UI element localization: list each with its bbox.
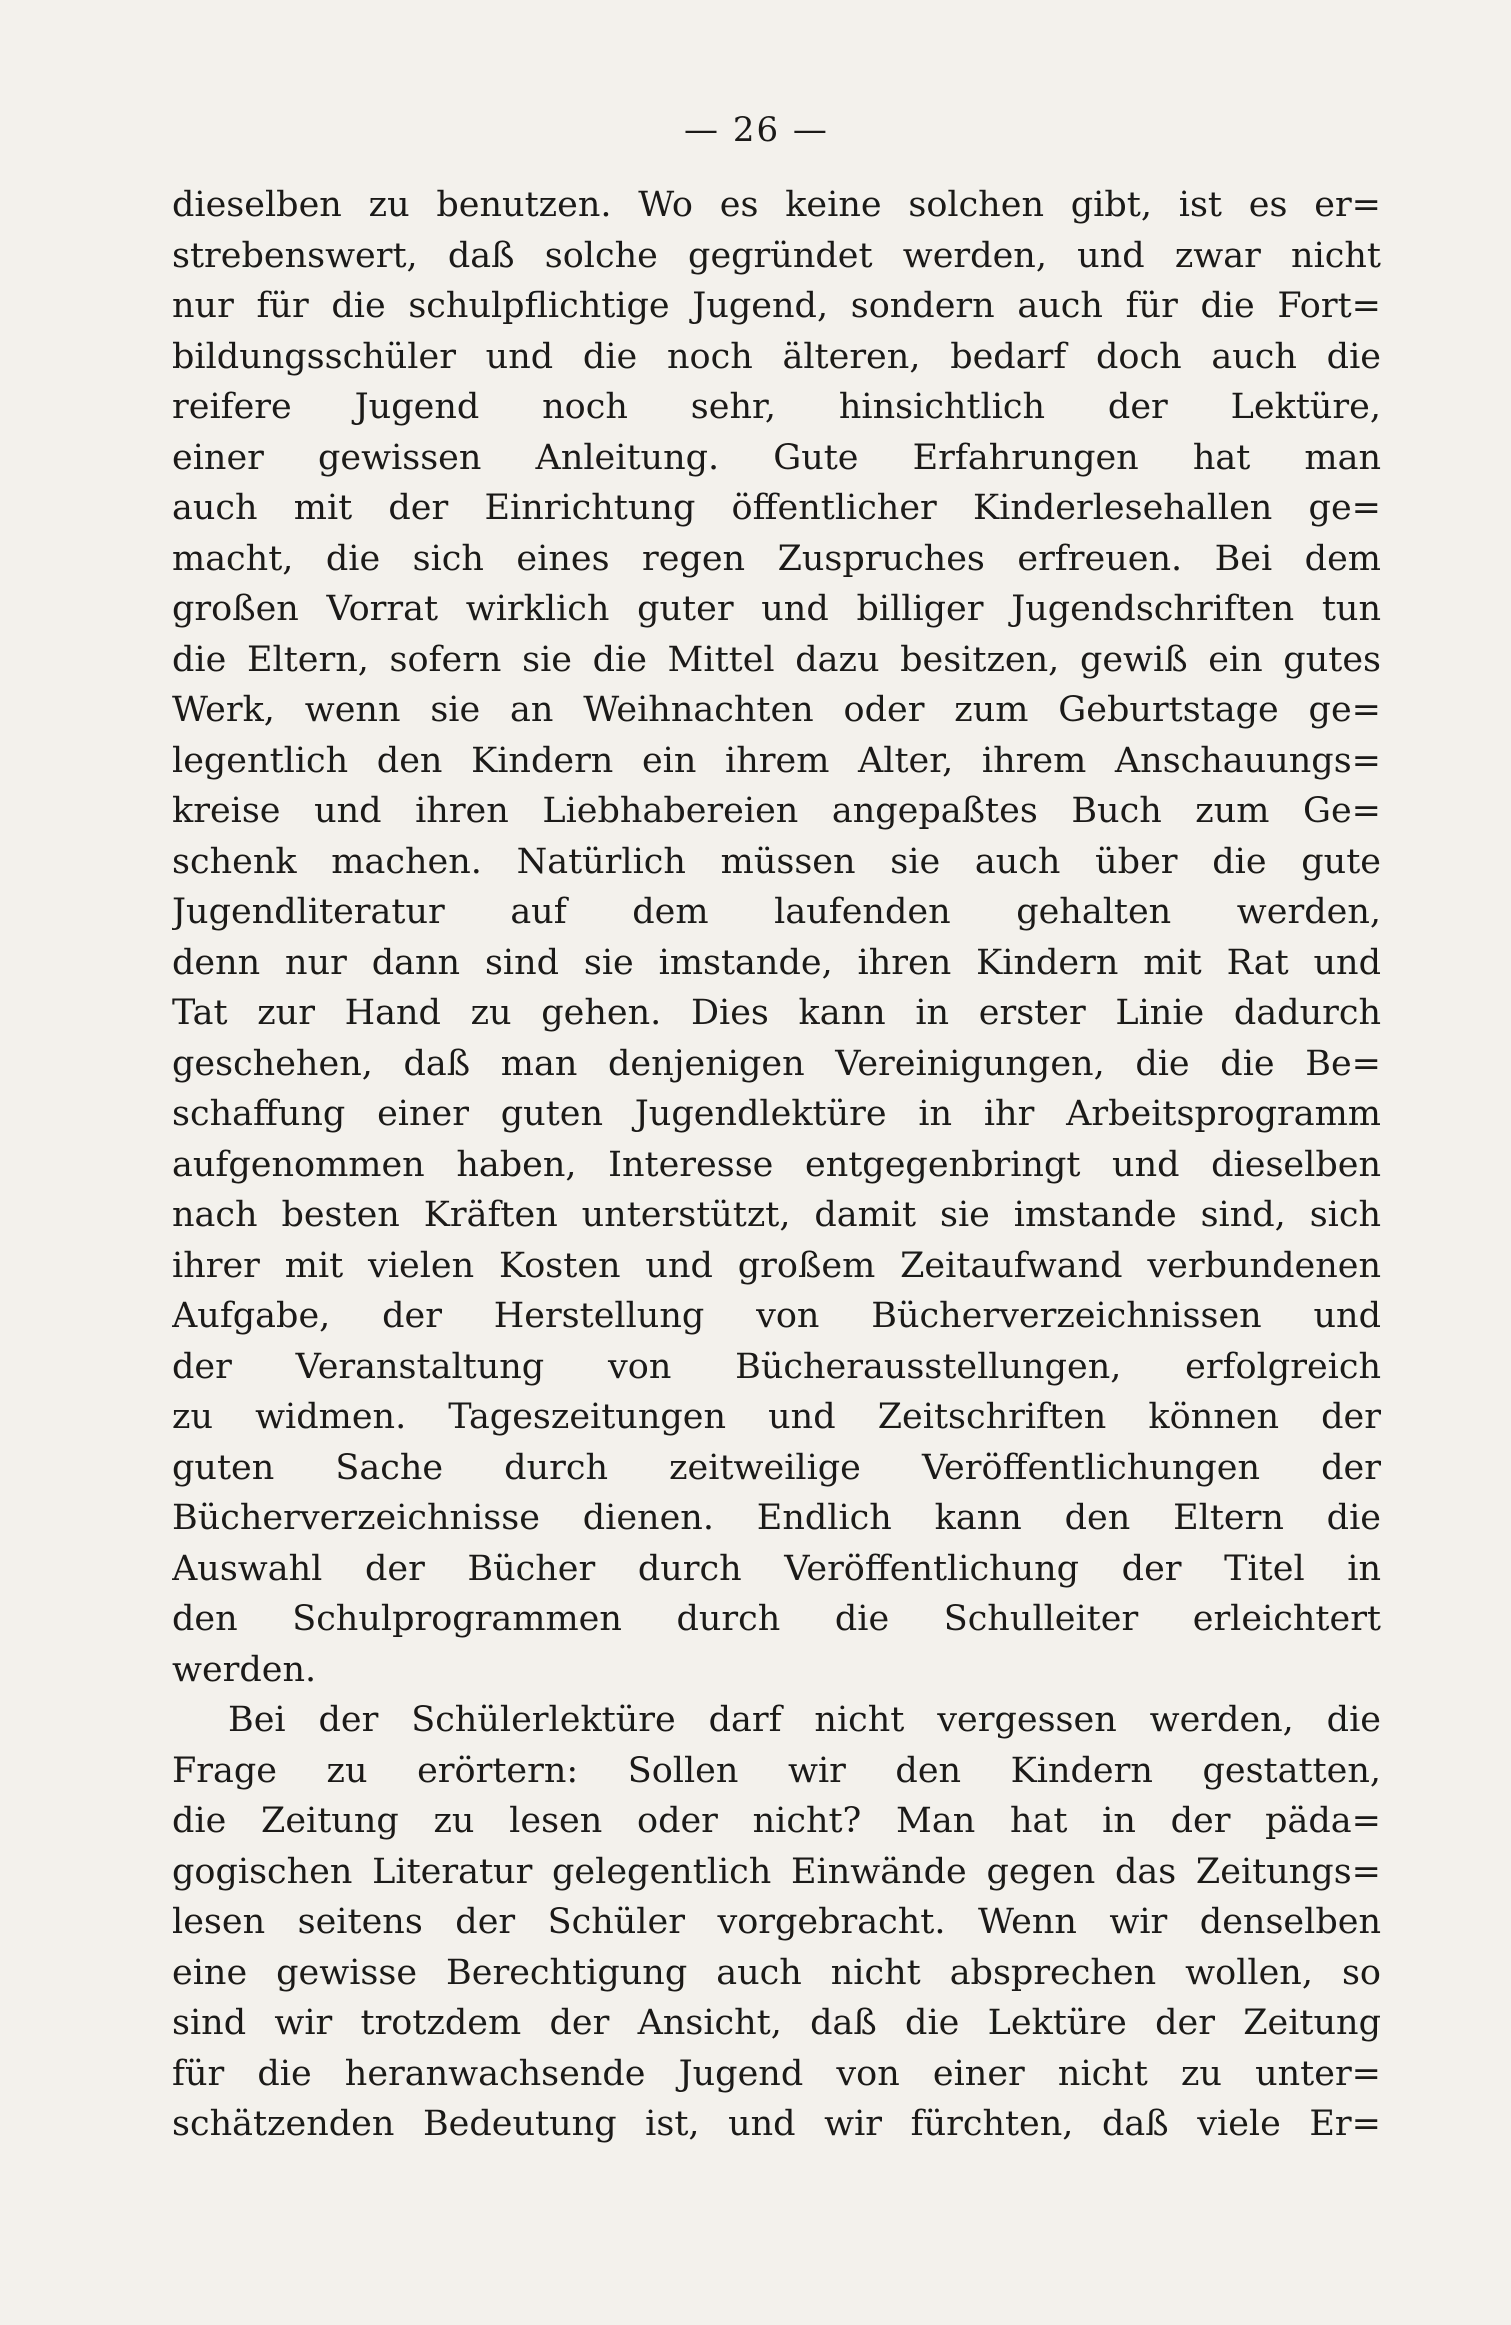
- text-line: auch mit der Einrichtung öffentlicher Kinderlesehallen ge=: [172, 488, 1381, 528]
- text-line: großen Vorrat wirklich guter und billiger Jugendschriften tun: [172, 589, 1381, 629]
- paragraph-1: [172, 180, 1381, 1695]
- text-line: aufgenommen haben, Interesse entgegenbringt und dieselben: [172, 1144, 1381, 1185]
- text-line: kreise und ihren Liebhabereien angepaßtes Buch zum Ge=: [172, 791, 1381, 831]
- text-line: reifere Jugend noch sehr, hinsichtlich der Lektüre,: [172, 387, 1381, 427]
- text-line: macht, die sich eines regen Zuspruches erfreuen. Bei dem: [172, 538, 1381, 579]
- text-line: bildungsschüler und die noch älteren, bedarf doch auch die: [172, 336, 1381, 377]
- text-line: nur für die schulpflichtige Jugend, sondern auch für die Fort=: [172, 286, 1381, 326]
- text-line: schenk machen. Natürlich müssen sie auch über die gute: [172, 841, 1381, 882]
- text-line: die Eltern, sofern sie die Mittel dazu besitzen, gewiß ein gutes: [172, 639, 1381, 680]
- text-line: zu widmen. Tageszeitungen und Zeitschriften können der: [172, 1397, 1381, 1437]
- text-line: geschehen, daß man denjenigen Vereinigungen, die die Be=: [172, 1043, 1381, 1084]
- text-line: Tat zur Hand zu gehen. Dies kann in erster Linie dadurch: [172, 993, 1381, 1033]
- text-line: guten Sache durch zeitweilige Veröffentlichungen der: [172, 1447, 1381, 1488]
- text-line: werden.: [172, 1649, 317, 1690]
- text-line: strebenswert, daß solche gegründet werden, und zwar nicht: [172, 235, 1381, 276]
- text-line: Auswahl der Bücher durch Veröffentlichung der Titel in: [172, 1548, 1381, 1589]
- text-body: [172, 180, 1381, 2150]
- paragraph-2: [172, 1695, 1381, 2150]
- text-line: schaffung einer guten Jugendlektüre in ihr Arbeitsprogramm: [172, 1094, 1381, 1134]
- text-line: sind wir trotzdem der Ansicht, daß die Lektüre der Zeitung: [172, 2003, 1381, 2043]
- text-line: nach besten Kräften unterstützt, damit sie imstande sind, sich: [172, 1195, 1381, 1235]
- text-line: der Veranstaltung von Bücherausstellungen, erfolgreich: [172, 1346, 1381, 1387]
- text-line: Jugendliteratur auf dem laufenden gehalten werden,: [172, 892, 1381, 932]
- page-number: — 26 —: [684, 110, 829, 150]
- text-line: legentlich den Kindern ein ihrem Alter, ihrem Anschauungs=: [172, 740, 1381, 781]
- text-line: Bücherverzeichnisse dienen. Endlich kann den Eltern die: [172, 1498, 1381, 1538]
- text-line: Aufgabe, der Herstellung von Bücherverzeichnissen und: [172, 1296, 1381, 1336]
- text-line: den Schulprogrammen durch die Schulleiter erleichtert: [172, 1599, 1381, 1639]
- text-line: einer gewissen Anleitung. Gute Erfahrungen hat man: [172, 437, 1381, 478]
- text-line: ihrer mit vielen Kosten und großem Zeitaufwand verbundenen: [172, 1245, 1381, 1286]
- text-line: schätzenden Bedeutung ist, und wir fürchten, daß viele Er=: [172, 2104, 1381, 2144]
- text-line: dieselben zu benutzen. Wo es keine solchen gibt, ist es er=: [172, 185, 1381, 225]
- text-line: Frage zu erörtern: Sollen wir den Kindern gestatten,: [172, 1750, 1381, 1791]
- text-line: eine gewisse Berechtigung auch nicht absprechen wollen, so: [172, 1952, 1381, 1993]
- text-line: Bei der Schülerlektüre darf nicht vergessen werden, die: [228, 1700, 1381, 1740]
- text-line: für die heranwachsende Jugend von einer nicht zu unter=: [172, 2053, 1381, 2094]
- text-line: Werk, wenn sie an Weihnachten oder zum Geburtstage ge=: [172, 690, 1381, 730]
- text-line: lesen seitens der Schüler vorgebracht. Wenn wir denselben: [172, 1902, 1381, 1942]
- text-line: gogischen Literatur gelegentlich Einwände gegen das Zeitungs=: [172, 1851, 1381, 1892]
- text-line: die Zeitung zu lesen oder nicht? Man hat in der päda=: [172, 1801, 1381, 1841]
- text-line: denn nur dann sind sie imstande, ihren Kindern mit Rat und: [172, 942, 1381, 983]
